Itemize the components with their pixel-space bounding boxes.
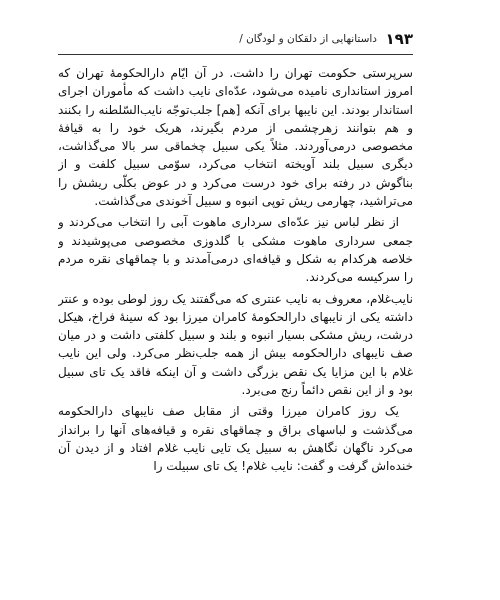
- header-rule: [58, 54, 413, 55]
- paragraph: سرپرستی حکومت تهران را داشت. در آن ایّام دارالحکومهٔ تهران که امروز استانداری نامیده می‌شود، عدّه‌ای نایب داشت که مأموران اجرای استاندار بودند. این نایبها برای آنکه [هم] جلب‌توجّه نایب‌السّلطنه را بکنند و هم بتوانند زهرچشمی از مردم بگیرند، هریک خود را به قیافهٔ مخصوصی درمی‌آوردند. مثلاً یکی سبیل چخماقی سر بالا می‌گذاشت، دیگری سبیل بلند آویخته انتخاب می‌کرد، سوّمی سبیل کلفت و از بناگوش در رفته برای خود درست می‌کرد و در عوض بکلّی ریشش را می‌تراشید، چهارمی ریش توپی انبوه و سبیل آخوندی می‌گذاشت.: [58, 66, 413, 209]
- running-title: داستانهایی از دلقکان و لودگان /: [239, 33, 377, 45]
- paragraph: یک روز کامران میرزا وقتی از مقابل صف نایبهای دارالحکومه می‌گذشت و لباسهای براق و چماقهای نقره و قیافه‌های آنها را برانداز می‌کرد ناگهان نگاهش به سبیل یک تایی نایب غلام افتاد و از دیدن آن خنده‌اش گرفت و گفت: نایب غلام! یک تای سبیلت را: [58, 404, 413, 474]
- paragraph: از نظر لباس نیز عدّه‌ای سرداری ماهوت آبی را انتخاب می‌کردند و جمعی سرداری ماهوت مشکی با گلدوزی مخصوصی می‌پوشیدند و خلاصه هرکدام به شکل و قیافه‌ای درمی‌آمدند و با چماقهای نقره مردم را سرکیسه می‌کردند.: [58, 215, 413, 285]
- paragraph: نایب‌غلام، معروف به نایب عنتری که می‌گفتند یک روز لوطی بوده و عنتر داشته یکی از نایبهای دارالحکومهٔ کامران میرزا بود که سینهٔ فراخ، هیکل درشت، ریش مشکی بسیار انبوه و بلند و سبیل کلفتی داشت و در میان صف نایبهای دارالحکومه بیش از همه جلب‌نظر می‌کرد. ولی این نایب غلام با این مزایا یک نقص بزرگی داشت و آن اینکه فاقد یک تای سبیل بود و از این نقص دائماً رنج می‌برد.: [58, 291, 413, 398]
- page-number: ۱۹۳: [385, 30, 413, 48]
- page-header: [58, 29, 413, 49]
- page-body: [58, 64, 413, 584]
